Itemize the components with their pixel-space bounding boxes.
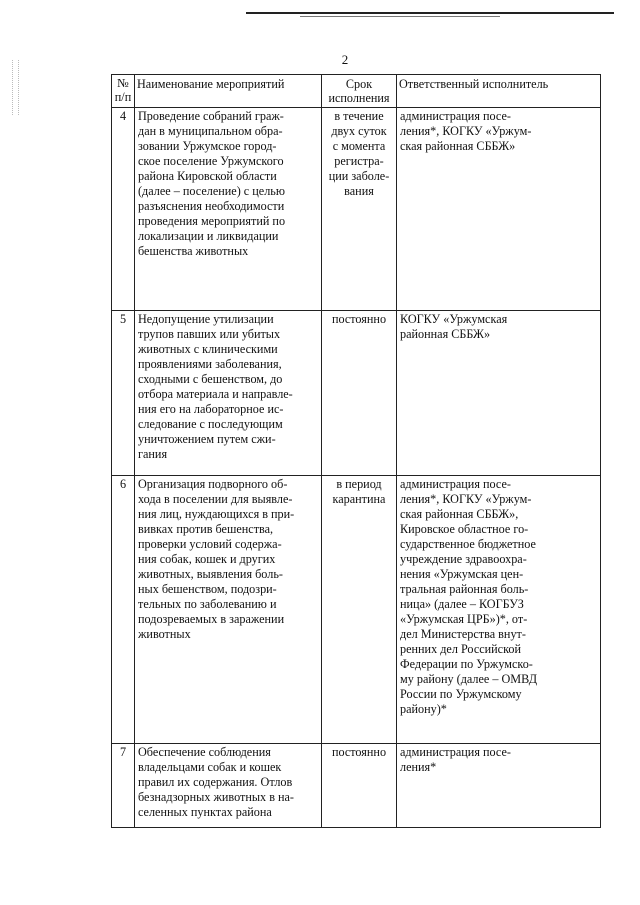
row-term: в течение двух суток с момента регистра- ции заболе- вания (322, 108, 397, 311)
header-rule-thin (300, 16, 500, 17)
row-num: 7 (112, 744, 135, 828)
table-row (112, 108, 601, 311)
header-term: Срок исполнения (322, 75, 397, 108)
table-row (112, 744, 601, 828)
header-rule (246, 12, 614, 14)
row-term: постоянно (322, 744, 397, 828)
header-num: № п/п (112, 75, 135, 108)
measures-table (111, 74, 601, 828)
table-row (112, 476, 601, 744)
row-term: постоянно (322, 311, 397, 476)
margin-mark (12, 60, 14, 115)
row-responsible: администрация посе- ления*, КОГКУ «Уржум- ская районная СББЖ», Кировское областное го- сударственное бюджетное учреждение здравоохра- нения «Уржумская цен- тральная районная боль- ница» (далее – КОГБУЗ «Уржумская ЦРБ»)*, от- дел Министерства внут- ренних дел Российской Федерации по Уржумско- му району (далее – ОМВД России по Уржумскому району)* (397, 476, 601, 744)
row-responsible: КОГКУ «Уржумская районная СББЖ» (397, 311, 601, 476)
header-responsible: Ответственный исполнитель (397, 75, 601, 108)
table-row (112, 311, 601, 476)
row-name: Проведение собраний граж- дан в муниципальном обра- зовании Уржумское город- ское поселение Уржумского района Кировской области (далее – поселение) с целью разъяснения необходимости проведения мероприятий по локализации и ликвидации бешенства животных (135, 108, 322, 311)
table-header-row (112, 75, 601, 108)
row-num: 6 (112, 476, 135, 744)
row-responsible: администрация посе- ления* (397, 744, 601, 828)
row-responsible: администрация посе- ления*, КОГКУ «Уржум- ская районная СББЖ» (397, 108, 601, 311)
page-number: 2 (341, 52, 349, 67)
row-name: Организация подворного об- хода в поселении для выявле- ния лиц, нуждающихся в при- вивках против бешенства, проверки условий содержа- ния собак, кошек и других животных, выявления боль- ных бешенством, подозри- тельных по заболеванию и подозреваемых в заражении животных (135, 476, 322, 744)
row-num: 4 (112, 108, 135, 311)
header-name: Наименование мероприятий (135, 75, 322, 108)
row-term: в период карантина (322, 476, 397, 744)
row-name: Обеспечение соблюдения владельцами собак и кошек правил их содержания. Отлов безнадзорных животных в на- селенных пунктах района (135, 744, 322, 828)
row-num: 5 (112, 311, 135, 476)
margin-mark (18, 60, 20, 115)
row-name: Недопущение утилизации трупов павших или убитых животных с клиническими проявлениями заболевания, сходными с бешенством, до отбора материала и направле- ния его на лабораторное ис- следование с последующим уничтожением путем сжи- гания (135, 311, 322, 476)
